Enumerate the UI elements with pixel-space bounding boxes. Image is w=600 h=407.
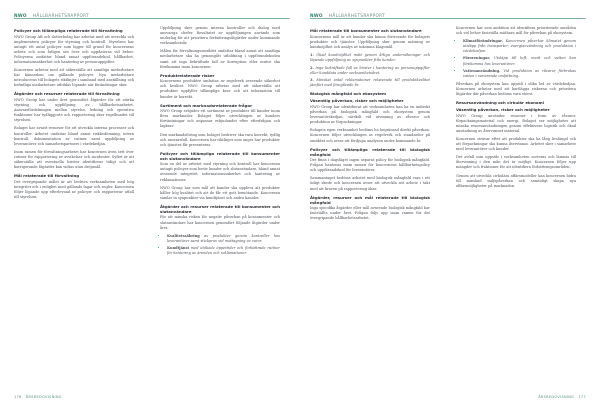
list-item xyxy=(463,69,576,79)
section-heading: Sortiment och marknadsrelaterade frågor xyxy=(160,102,252,108)
list-item-label: Föroreningar. xyxy=(463,56,491,61)
section-heading: Mål relaterade till konsumenter och slutanvändare xyxy=(310,28,422,33)
body-paragraph: NWO Group har som mål att kunder ska uppleva att produkter håller hög kvalitet och att de får ett gott bemötande. Koncernen samlar in synpunkter via kundtjänst och andra kanaler. xyxy=(160,185,280,200)
page-footer xyxy=(14,395,62,401)
body-paragraph: NWO Group har under året genomfört åtgärder för att stärka styrning och uppföljning av hållbarhetsarbetet. Ansvarsfördelningen mellan styrelse, ledning och operativa funktioner har tydliggjorts och rapportering sker regelbundet till styrelsen. xyxy=(14,97,134,123)
page-footer xyxy=(538,395,586,401)
body-paragraph: Koncernen strävar efter att produkter ska ha lång livslängd och att förpackningar ska kunna återvinnas. Arbetet sker i samarbete med leverantörer och kunder. xyxy=(456,137,576,152)
section-heading: Resursanvändning och cirkulär ekonomi xyxy=(456,100,544,106)
list-item-text: Inga bekräftade fall av brister i hantering av personuppgifter eller kunddata under verksamhetsåret. xyxy=(310,65,430,75)
list-item-text: Ökad kundnöjdhet mätt genom årliga undersökningar och löpande uppföljning av synpunkter från kunder. xyxy=(310,53,430,63)
bullet-list xyxy=(456,39,576,79)
body-paragraph: Påverkan på ekosystem kan uppstå i olika led av värdekedjan. Koncernen arbetar med att kartlägga riskerna och prioritera åtgärder där påverkan bedöms vara störst. xyxy=(456,81,576,97)
body-paragraph: Uppföljning sker genom interna kontroller och dialog med ansvariga chefer. Resultatet av uppföljningen används som underlag för att prioritera förbättringsåtgärder under kommande verksamhetsår. xyxy=(160,26,280,46)
list-item xyxy=(310,78,430,88)
section-heading: Policyer och tillämpliga relaterade till förvaltning xyxy=(14,28,123,33)
brand-name: NWO xyxy=(14,13,27,19)
section-heading: Åtgärder och resurser relaterade till förvaltning xyxy=(14,91,120,97)
body-paragraph: Genom att utveckla cirkulära affärsmodeller kan koncernen bidra till minskad miljöpåverkan och samtidigt skapa nya affärsmöjligheter på marknaden. xyxy=(456,173,576,188)
body-paragraph: NWO Group erbjuder ett sortiment av produkter till kunder inom flera marknader. Bolaget följer utvecklingen av kunders förväntningar och anpassar erbjudandet efter efterfrågan och lagkrav. xyxy=(160,109,280,129)
section-heading: Policyer och tillämpliga relaterade till konsumenter och slutanvändare xyxy=(160,150,280,161)
list-item xyxy=(167,234,280,244)
list-item-label: Kundtjänst xyxy=(167,245,190,250)
body-paragraph: Som en del av arbetet med styrning och kontroll har koncernen antagit policyer som berör kunder och slutanvändare, bland annat avseende integritet, informationssäkerhet och hantering av reklamationer. xyxy=(160,162,280,182)
body-paragraph: Det övergripande målet är att bedriva verksamheten med hög integritet och i enlighet med gällande lagar och regler. Koncernen följer löpande upp efterlevnad av policyer och rapporterar utfall till styrelsen. xyxy=(14,179,134,199)
body-paragraph: NWO Group AB och dotterbolag har arbetat med att utveckla och implementera policyer för styrning och kontroll. Styrelsen har antagit ett antal policyer som ligger till grund för koncernens arbete och som årligen ses över och uppdateras vid behov. Policyerna omfattar bland annat uppförandekod, hållbarhet, informationssäkerhet och hantering av personuppgifter. xyxy=(14,34,134,64)
list-item-label: 3. xyxy=(310,77,314,82)
list-item-text: av produkter genom kontroller hos leverantörer samt stickprov vid mottagning av varor. xyxy=(167,233,280,243)
body-paragraph: Koncernens produkter omfattas av regelverk avseende säkerhet och kvalitet. NWO Group arbetar med att säkerställa att produkter uppfyller tillämpliga krav och att information till kunder är korrekt. xyxy=(160,79,280,99)
section-heading: Åtgärder, resurser och mål relaterade till biologisk mångfald xyxy=(310,194,430,205)
section-heading: Väsentlig påverkan, risker och möjligheter xyxy=(456,107,550,113)
list-item xyxy=(463,56,576,66)
list-item xyxy=(310,66,430,76)
body-paragraph: NWO Group använder resurser i form av råvaror, förpackningsmaterial och energi. Bolaget ser möjligheter att minska resursanvändningen genom effektivare logistik och ökad användning av återvunnet material. xyxy=(456,113,576,133)
text-column xyxy=(14,26,134,203)
list-item-text: med utökade öppettider och förbättrade rutiner för hantering av ärenden och reklamationer. xyxy=(167,245,280,255)
text-column xyxy=(160,26,280,259)
body-paragraph: NWO Group har identifierat att verksamheten kan ha en indirekt påverkan på biologisk mångfald och ekosystem genom leverantörskedjan, särskilt vid utvinning av råvaror och produktion av förpackningar. xyxy=(310,104,430,125)
page-header xyxy=(310,11,385,21)
body-paragraph: Målen för förvaltningsområdet omfattar bland annat att samtliga medarbetare ska ha genomgått utbildning i uppförandekoden samt att inga bekräftade fall av korruption eller mutor ska förekomma inom koncernen. xyxy=(160,49,280,69)
body-paragraph: Koncernens mål är att kunder ska känna förtroende för bolagets produkter och tjänster. Uppföljning sker genom mätning av kundnöjdhet och analys av inkomna klagomål. xyxy=(310,34,430,49)
section-heading: Biologisk mångfald och ekosystem xyxy=(310,91,386,97)
section-heading: Produktrelaterade risker xyxy=(160,72,215,78)
section-heading: Åtgärder och resurser relaterade till konsumenter och slutanvändare xyxy=(160,203,280,214)
section-title: HÅLLBARHETSRAPPORT xyxy=(328,13,386,19)
body-paragraph: Den marknadsföring som bolaget bedriver ska vara korrekt, tydlig och ansvarsfull. Koncernen har riktlinjer som anger hur produkter och tjänster får presenteras. xyxy=(160,132,280,147)
list-item-text: Minskat antal reklamationer relaterade till produktkvalitet jämfört med föregående år. xyxy=(310,77,430,87)
section-title: HÅLLBARHETSRAPPORT xyxy=(32,13,90,19)
body-paragraph: Bolagets egen verksamhet bedöms ha begränsad direkt påverkan. Koncernen följer utvecklingen av regelverk och standarder på området och avser att fördjupa analysen under kommande år. xyxy=(310,128,430,143)
body-paragraph: För att minska risken för negativ påverkan på konsumenter och slutanvändare har koncernen genomfört följande åtgärder under året: xyxy=(160,215,280,230)
list-item-text: Vid produktion av råvaror förbrukas vatten i varierande omfattning. xyxy=(463,68,576,78)
header-rule xyxy=(310,18,586,19)
section-heading: Mål relaterade till förvaltning xyxy=(14,173,80,179)
bullet-list xyxy=(160,234,280,256)
list-item-label: 1. xyxy=(310,53,314,58)
body-paragraph: Koncernen arbetar med att säkerställa att samtliga medarbetare har kännedom om gällande policyer. Nya medarbetare introduceras till bolagets riktlinjer i samband med anställning och befintliga medarbetare utbildas löpande när förändringar sker. xyxy=(14,68,134,88)
page-number: 177 xyxy=(578,395,586,399)
list-item xyxy=(310,53,430,63)
list-item xyxy=(167,246,280,256)
list-item xyxy=(463,39,576,54)
list-item-text: Koncernen påverkar klimatet genom utsläpp från transporter, energianvändning och produktion i värdekedjan. xyxy=(463,39,576,54)
body-paragraph: Det finns i dagsläget ingen separat policy för biologisk mångfald. Frågan hanteras inom ramen för koncernens hållbarhetspolicy och uppförandekod för leverantörer. xyxy=(310,158,430,173)
right-page xyxy=(300,0,600,407)
list-item-label: Vattenanvändning. xyxy=(463,68,501,73)
bullet-list xyxy=(310,53,430,88)
body-paragraph: Koncernen har som ambition att identifiera prioriterade områden och vid behov fastställa mätbara mål för påverkan på ekosystem. xyxy=(456,26,576,36)
section-heading: Väsentlig påverkan, risker och möjligheter xyxy=(310,98,404,104)
page-number: 176 xyxy=(14,395,22,399)
list-item-text: Utsläpp till luft, mark och vatten kan förekomma hos leverantörer. xyxy=(463,56,576,66)
body-paragraph: Bolaget har avsatt resurser för att utveckla interna processer och kontroller. Arbetet omfattar bland annat riskbedömning, intern kontroll, dokumentation av rutiner samt uppföljning av leverantörer och samarbetspartners i värdekedjan. xyxy=(14,126,134,146)
header-rule xyxy=(14,18,290,19)
page-header xyxy=(14,11,89,21)
body-paragraph: Det avfall som uppstår i verksamheten sorteras och lämnas till återvinning i den mån det är möjligt. Koncernen följer upp mängder och fraktioner för att identifiera förbättringsområden. xyxy=(456,155,576,170)
list-item-label: 2. xyxy=(310,65,314,70)
body-paragraph: Sammantaget bedöms arbetet med biologisk mångfald vara i ett tidigt skede och koncernen avser att utveckla sitt arbete i takt med att kraven på rapportering ökar. xyxy=(310,176,430,191)
footer-label: ÅRSREDOVISNING xyxy=(538,395,575,399)
body-paragraph: Inga specifika åtgärder eller mål avseende biologisk mångfald har fastställts under året. Frågan följs upp inom ramen för det övergripande hållbarhetsarbetet. xyxy=(310,206,430,221)
section-heading: Policyer och tillämpliga relaterade till biologisk mångfald xyxy=(310,146,430,157)
body-paragraph: Inom ramen för förvaltningsarbetet har koncernen även sett över rutiner för rapportering av avvikelser och incidenter. Syftet är att säkerställa att eventuella brister identifieras tidigt och att korrigerande åtgärder kan vidtas utan dröjsmål. xyxy=(14,149,134,170)
list-item-label: Klimatförändringar. xyxy=(463,39,503,44)
text-column xyxy=(310,26,430,224)
text-column xyxy=(456,26,576,192)
footer-label: ÅRSREDOVISNING xyxy=(25,395,62,399)
brand-name: NWO xyxy=(310,13,323,19)
list-item-label: Kvalitetssäkring xyxy=(167,233,200,238)
